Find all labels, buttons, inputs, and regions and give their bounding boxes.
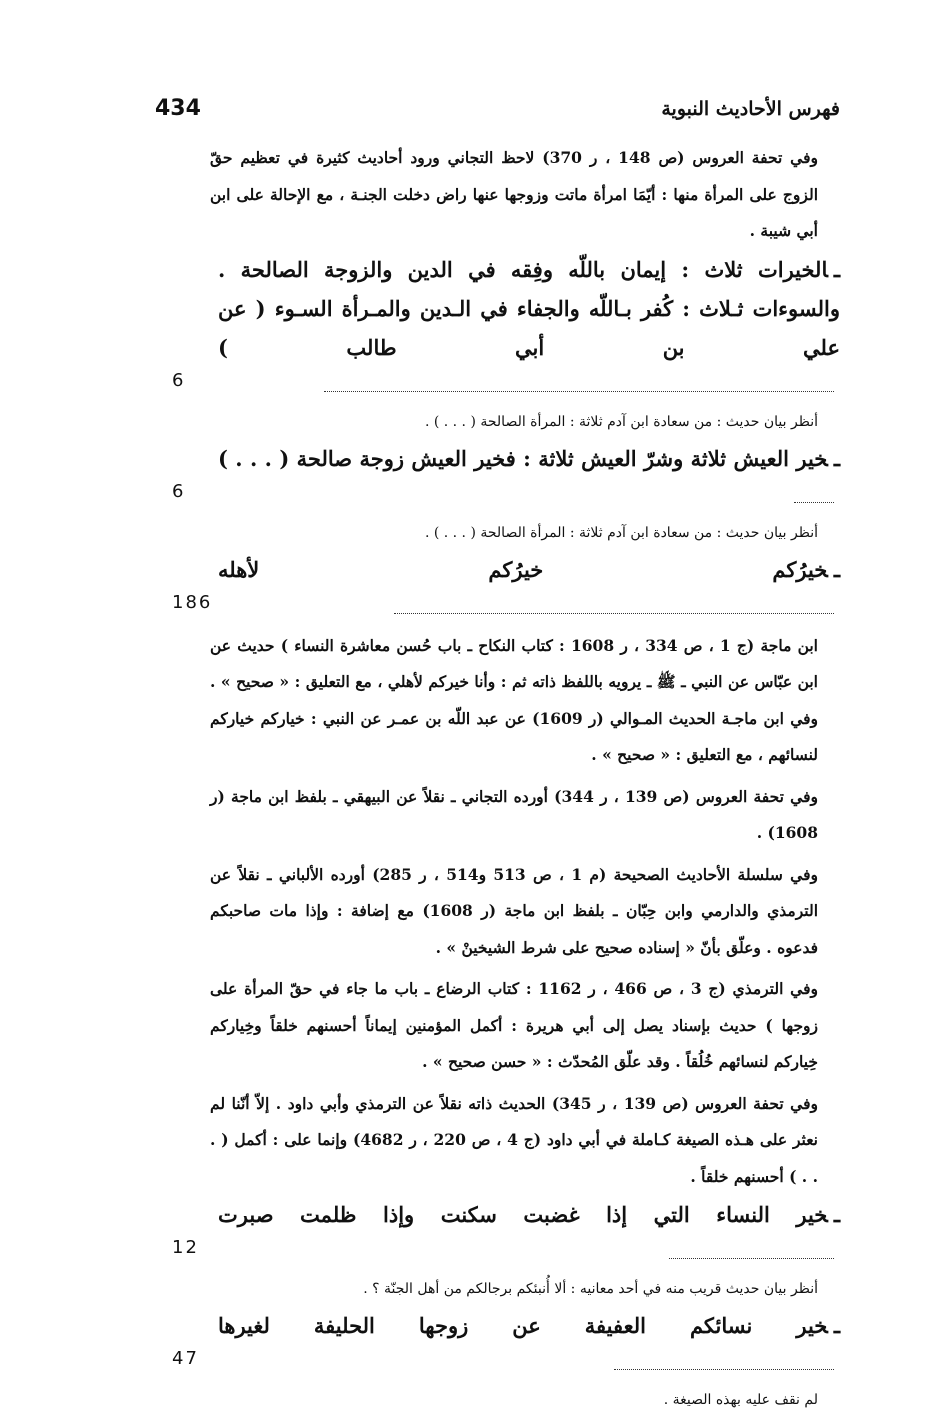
entry-note: ابن ماجة (ج 1 ، ص 334 ، ر 1608 : كتاب النكاح ـ باب حُسن معاشرة النساء ) حديث عن ابن عبّاس عن النبي ـ ﷺ ـ يرويه باللفظ ذاته ثم : وأنا خيركم لأهلي ، مع التعليق : « صحيح » . وفي ابن ماجـة الحديث المـوالي (ر 1609) عن عبد اللّه بن عمـر عن النبي : خياركم خياركم لنسائهم ، مع التعليق : « صحيح » . xyxy=(210,635,819,764)
dot-leader xyxy=(324,385,834,392)
index-entry xyxy=(150,550,840,1196)
entry-page-ref: 12 xyxy=(172,1237,199,1258)
entry-page-ref: 47 xyxy=(172,1348,199,1369)
entry-title: خير نسائكم العفيفة عن زوجها الحليفة لغيرها xyxy=(218,1313,828,1338)
entry-head: ـخير العيش ثلاثة وشرّ العيش ثلاثة : فخير العيش زوجة صالحة ( . . . ) 6 xyxy=(150,439,840,517)
entry-head: ـخيرُكم خيرُكم لأهله 186 xyxy=(150,550,840,628)
entry-head: ـخير النساء التي إذا غضبت سكنت وإذا ظلمت صبرت 12 xyxy=(150,1195,840,1273)
entry-note: أنظر بيان حديث : من سعادة ابن آدم ثلاثة : المرأة الصالحة ( . . . ) . xyxy=(424,524,818,541)
entry-note: لم نقف عليه بهذه الصيغة . xyxy=(663,1392,818,1408)
index-entry xyxy=(150,250,840,439)
entry-note: وفي تحفة العروس (ص 139 ، ر 344) أورده التجاني ـ نقلاً عن البيهقي ـ بلفظ ابن ماجة (ر 1608) . xyxy=(210,786,818,842)
page-header xyxy=(155,96,840,126)
entry-title: خيرُكم خيرُكم لأهله xyxy=(218,556,828,582)
entry-note: وفي الترمذي (ج 3 ، ص 466 ، ر 1162 : كتاب الرضاع ـ باب ما جاء في حقّ المرأة على زوجها ) حديث بإسناد يصل إلى أبي هريرة : أكمل المؤمنين إيماناً أحسنهم خلقاً وخِياركم خِياركم لنسائهم خُلُقاً . وقد علّق المُحدّث : « حسن صحيح » . xyxy=(210,979,818,1071)
index-entry xyxy=(150,1306,840,1417)
entry-title: الخيرات ثلاث : إيمان باللّه وفِقه في الدين والزوجة الصالحة . والسوءات ثـلاث : كُفر بـاللّه والجفاء في الـدين والمـرأة السـوء ( عن علي بن أبي طالب ) xyxy=(218,256,840,360)
entry-title: خير النساء التي إذا غضبت سكنت وإذا ظلمت صبرت xyxy=(218,1202,828,1227)
index-content xyxy=(150,140,840,1417)
entry-title: خير العيش ثلاثة وشرّ العيش ثلاثة : فخير العيش زوجة صالحة ( . . . ) xyxy=(218,445,828,471)
dot-leader xyxy=(614,1363,834,1370)
entry-page-ref: 6 xyxy=(172,480,186,502)
dot-leader xyxy=(669,1252,834,1259)
continuation-note: وفي تحفة العروس (ص 148 ، ر 370) لاحظ التجاني ورود أحاديث كثيرة في تعظيم حقّ الزوج على المرأة منها : أيّمَا امرأة ماتت وزوجها عنها راض دخلت الجنـة ، مع الإحالة على ابن أبي شيبة . xyxy=(210,148,818,240)
entry-note: أنظر بيان حديث : من سعادة ابن آدم ثلاثة : المرأة الصالحة ( . . . ) . xyxy=(424,413,818,430)
page-number: 434 xyxy=(155,96,201,121)
entry-head: ـخير نسائكم العفيفة عن زوجها الحليفة لغيرها 47 xyxy=(150,1306,840,1384)
index-entry xyxy=(150,1195,840,1306)
entry-page-ref: 6 xyxy=(172,369,186,391)
dot-leader xyxy=(794,496,834,503)
entry-note: وفي تحفة العروس (ص 139 ، ر 345) الحديث ذاته نقلاً عن الترمذي وأبي داود . إلاّ أنّنا لم نعثر على هـذه الصيغة كـاملة في أبي داود (ج 4 ، ص 220 ، ر 4682) وإنما على : أكمل ( . . . ) أحسنهم خلقاً . xyxy=(210,1093,818,1186)
entry-note: وفي سلسلة الأحاديث الصحيحة (م 1 ، ص 513 و514 ، ر 285) أورده الألباني ـ نقلاً عن الترمذي والدارمي وابن حِبّان ـ بلفظ ابن ماجة (ر 1608) مع إضافة : وإذا مات صاحبكم فدعوه . وعلّق بأنّ « إسناده صحيح على شرط الشيخينْ » . xyxy=(210,864,818,957)
index-entry xyxy=(150,439,840,550)
entry-note: أنظر بيان حديث قريب منه في أحد معانيه : ألا أُنبئكم برجالكم من أهل الجنّة ؟ . xyxy=(363,1281,818,1297)
entry-head: ـالخيرات ثلاث : إيمان باللّه وفِقه في الدين والزوجة الصالحة . والسوءات ثـلاث : كُفر بـاللّه والجفاء في الـدين والمـرأة السـوء ( عن علي بن أبي طالب ) 6 xyxy=(150,250,840,406)
dot-leader xyxy=(394,607,834,614)
entry-page-ref: 186 xyxy=(172,591,213,613)
running-title: فهرس الأحاديث النبوية xyxy=(661,98,840,120)
